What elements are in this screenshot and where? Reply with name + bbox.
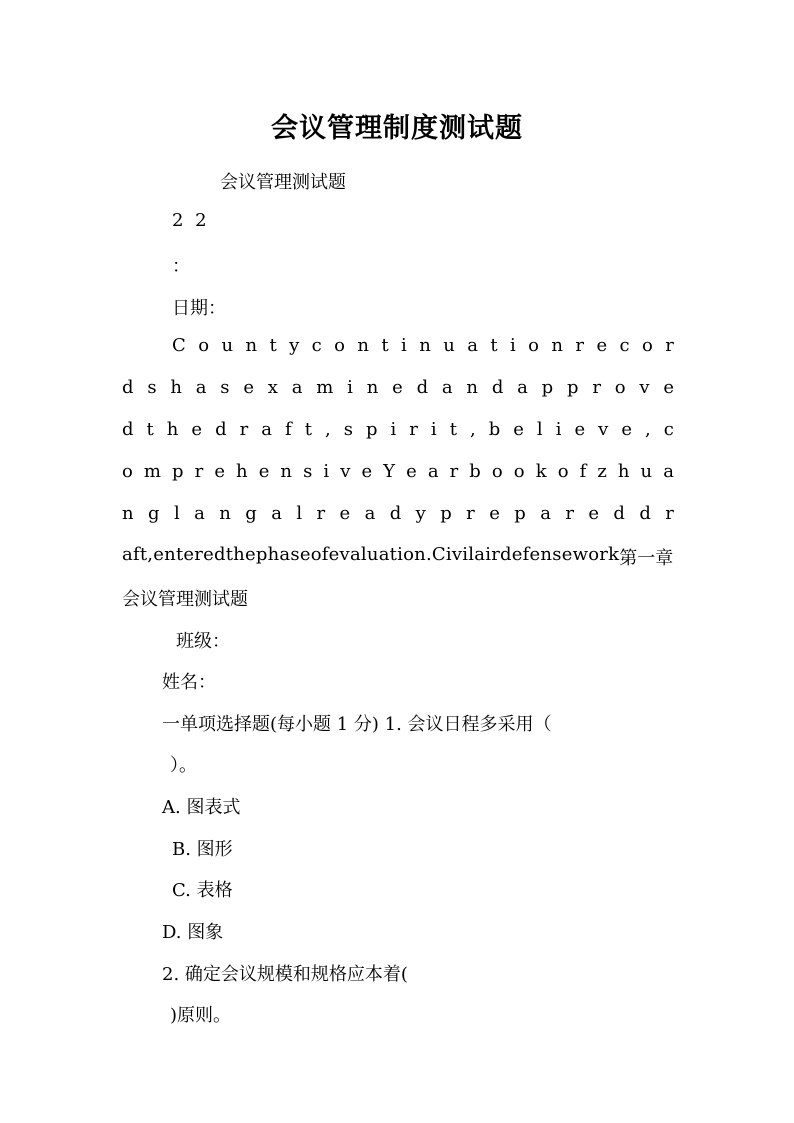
english-char: d: [213, 544, 226, 565]
english-char: Y: [383, 461, 396, 482]
english-char: r: [599, 544, 608, 565]
english-char: o: [642, 335, 653, 356]
english-char: r: [239, 419, 249, 440]
english-char: e: [561, 544, 573, 565]
english-char: f: [321, 544, 329, 565]
english-char: o: [403, 544, 414, 565]
english-char: f: [579, 461, 587, 482]
section-heading: 一单项选择题(每小题 1 分) 1. 会议日程多采用（: [162, 714, 552, 735]
english-char: r: [194, 461, 204, 482]
english-char: a: [195, 377, 207, 398]
english-char: s: [343, 419, 353, 440]
english-char: ,: [469, 419, 476, 440]
english-char: o: [513, 461, 525, 482]
english-char: r: [316, 503, 326, 524]
english-char: n: [164, 544, 176, 565]
english-char: r: [409, 419, 418, 440]
english-char: i: [401, 335, 407, 356]
english-char: m: [316, 377, 334, 398]
english-char: y: [289, 335, 300, 356]
english-char: c: [619, 335, 630, 356]
english-char: i: [485, 544, 491, 565]
english-char: l: [296, 503, 303, 524]
english-char: e: [392, 377, 403, 398]
english-char: i: [555, 419, 562, 440]
name-label: 姓名：: [162, 672, 216, 693]
english-char: e: [339, 503, 351, 524]
english-char: n: [366, 377, 379, 398]
english-char: a: [194, 503, 205, 524]
english-char: d: [215, 419, 227, 440]
english-char: p: [567, 377, 579, 398]
question-1-end: ）。: [170, 755, 197, 776]
english-char: n: [280, 461, 292, 482]
english-char: n: [466, 377, 479, 398]
english-char: i: [445, 544, 452, 565]
english-char: f: [522, 544, 530, 565]
english-char: o: [557, 461, 569, 482]
english-line: [122, 544, 674, 570]
english-char: o: [334, 335, 345, 356]
english-char: n: [540, 544, 552, 565]
english-char: C: [431, 544, 446, 565]
english-char: e: [244, 544, 256, 565]
english-char: i: [510, 335, 516, 356]
english-char: i: [462, 544, 469, 565]
english-char: k: [535, 461, 547, 482]
english-char: a: [279, 544, 291, 565]
english-char: l: [468, 544, 475, 565]
english-char: r: [449, 461, 459, 482]
english-char: f: [132, 544, 140, 565]
english-char: e: [588, 503, 599, 524]
option-d: D. 图象: [162, 922, 224, 943]
english-char: p: [541, 377, 554, 398]
english-char: a: [378, 544, 390, 565]
english-char: t: [304, 419, 312, 440]
english-char: b: [488, 419, 501, 440]
english-char: C: [172, 335, 186, 356]
english-char: d: [639, 503, 651, 524]
class-label: 班级：: [176, 631, 230, 652]
english-char: i: [323, 461, 330, 482]
english-char: a: [261, 419, 272, 440]
english-char: h: [170, 377, 182, 398]
english-char: d: [613, 503, 625, 524]
date-label: 日期：: [172, 298, 226, 319]
english-char: t: [449, 419, 457, 440]
english-char: p: [172, 461, 184, 482]
english-line: [122, 503, 674, 524]
english-char: n: [419, 335, 431, 356]
english-char: c: [311, 335, 322, 356]
subtitle: 会议管理测试题: [220, 172, 346, 193]
english-char: o: [614, 377, 626, 398]
english-char: b: [469, 461, 481, 482]
english-char: i: [430, 419, 437, 440]
english-char: a: [441, 377, 453, 398]
english-char: s: [147, 377, 157, 398]
english-char: p: [514, 503, 526, 524]
english-char: d: [122, 377, 134, 398]
english-char: r: [665, 503, 674, 524]
english-char: m: [143, 461, 161, 482]
option-b: B. 图形: [172, 839, 233, 860]
english-char: u: [221, 335, 234, 356]
english-char: o: [528, 335, 540, 356]
english-char: a: [663, 461, 674, 482]
question-2: 2. 确定会议规模和规格应本着(: [162, 964, 408, 985]
subtitle-repeat: 会议管理测试题: [122, 589, 248, 610]
line-22: 2 2: [172, 210, 210, 231]
english-char: n: [551, 335, 564, 356]
english-char: v: [451, 544, 463, 565]
english-char: e: [299, 544, 311, 565]
english-char: d: [389, 503, 402, 524]
english-char: r: [592, 377, 601, 398]
english-char: i: [397, 544, 403, 565]
english-char: t: [225, 544, 233, 565]
english-char: i: [347, 377, 353, 398]
english-char: x: [267, 377, 278, 398]
english-line: [172, 335, 674, 356]
english-char: y: [415, 503, 426, 524]
english-char: r: [565, 503, 574, 524]
english-char: f: [285, 419, 292, 440]
english-char: e: [663, 377, 674, 398]
english-char: t: [175, 544, 184, 565]
english-char: s: [552, 544, 562, 565]
english-char: r: [665, 335, 674, 356]
english-char: e: [529, 544, 541, 565]
english-char: o: [310, 544, 322, 565]
english-char: e: [328, 544, 340, 565]
english-char: d: [491, 377, 504, 398]
english-char: a: [540, 503, 551, 524]
english-char: e: [511, 544, 523, 565]
english-char: o: [122, 461, 133, 482]
english-char: e: [191, 419, 203, 440]
english-char: r: [466, 503, 475, 524]
english-line: [122, 419, 674, 440]
english-char: h: [617, 461, 630, 482]
chapter-text: 第一章: [619, 548, 674, 569]
english-char: v: [340, 461, 351, 482]
english-char: d: [122, 419, 134, 440]
english-char: h: [166, 419, 179, 440]
english-char: o: [491, 461, 503, 482]
english-char: s: [303, 461, 313, 482]
colon-line: ：: [172, 256, 190, 277]
english-char: v: [339, 544, 350, 565]
english-char: d: [500, 544, 512, 565]
english-char: p: [440, 503, 452, 524]
english-char: u: [366, 544, 379, 565]
english-char: k: [608, 544, 620, 565]
english-char: l: [536, 419, 543, 440]
english-char: l: [173, 503, 180, 524]
english-char: o: [588, 544, 600, 565]
english-char: n: [357, 335, 369, 356]
english-char: r: [491, 544, 500, 565]
english-char: u: [443, 335, 455, 356]
english-char: a: [271, 503, 282, 524]
english-char: a: [349, 544, 361, 565]
english-char: e: [596, 335, 608, 356]
english-char: s: [220, 377, 230, 398]
english-char: n: [219, 503, 231, 524]
english-line: [122, 377, 674, 398]
document-title: 会议管理制度测试题: [271, 113, 523, 144]
english-char: a: [467, 335, 478, 356]
english-line: [122, 461, 674, 482]
option-a: A. 图表式: [162, 797, 241, 818]
english-char: .: [425, 544, 432, 565]
option-c: C. 表格: [172, 880, 233, 901]
english-char: p: [255, 544, 268, 565]
english-char: o: [198, 335, 210, 356]
english-char: n: [122, 503, 134, 524]
english-char: n: [245, 335, 258, 356]
english-char: t: [381, 335, 389, 356]
english-char: z: [597, 461, 607, 482]
english-char: n: [414, 544, 426, 565]
english-char: ,: [147, 544, 154, 565]
english-char: i: [390, 419, 397, 440]
english-char: e: [243, 377, 254, 398]
english-char: t: [146, 419, 154, 440]
english-char: a: [364, 503, 376, 524]
english-char: e: [361, 461, 373, 482]
english-char: a: [517, 377, 528, 398]
english-char: p: [365, 419, 378, 440]
english-char: t: [269, 335, 277, 356]
question-2-end: )原则。: [170, 1005, 232, 1026]
english-char: r: [575, 335, 585, 356]
english-char: e: [203, 544, 214, 565]
english-char: e: [574, 419, 586, 440]
english-char: g: [245, 503, 257, 524]
english-char: s: [290, 544, 300, 565]
english-char: l: [360, 544, 367, 565]
english-char: a: [474, 544, 485, 565]
english-char: t: [490, 335, 498, 356]
english-char: w: [572, 544, 588, 565]
english-char: e: [214, 461, 225, 482]
english-char: e: [183, 544, 195, 565]
english-char: h: [236, 461, 248, 482]
english-char: e: [489, 503, 500, 524]
english-char: c: [663, 419, 674, 440]
english-char: e: [153, 544, 164, 565]
english-char: r: [194, 544, 203, 565]
english-char: v: [598, 419, 609, 440]
english-char: t: [389, 544, 397, 565]
english-char: h: [233, 544, 245, 565]
english-char: ,: [324, 419, 331, 440]
english-char: u: [640, 461, 653, 482]
english-char: e: [621, 419, 632, 440]
english-char: a: [427, 461, 439, 482]
english-char: e: [513, 419, 524, 440]
english-char: d: [416, 377, 429, 398]
english-char: g: [148, 503, 160, 524]
english-char: v: [639, 377, 650, 398]
english-char: a: [291, 377, 303, 398]
english-char: t: [139, 544, 148, 565]
english-char: a: [122, 544, 133, 565]
english-char: e: [406, 461, 417, 482]
english-char: h: [267, 544, 280, 565]
english-char: e: [258, 461, 270, 482]
english-char: ,: [645, 419, 651, 440]
